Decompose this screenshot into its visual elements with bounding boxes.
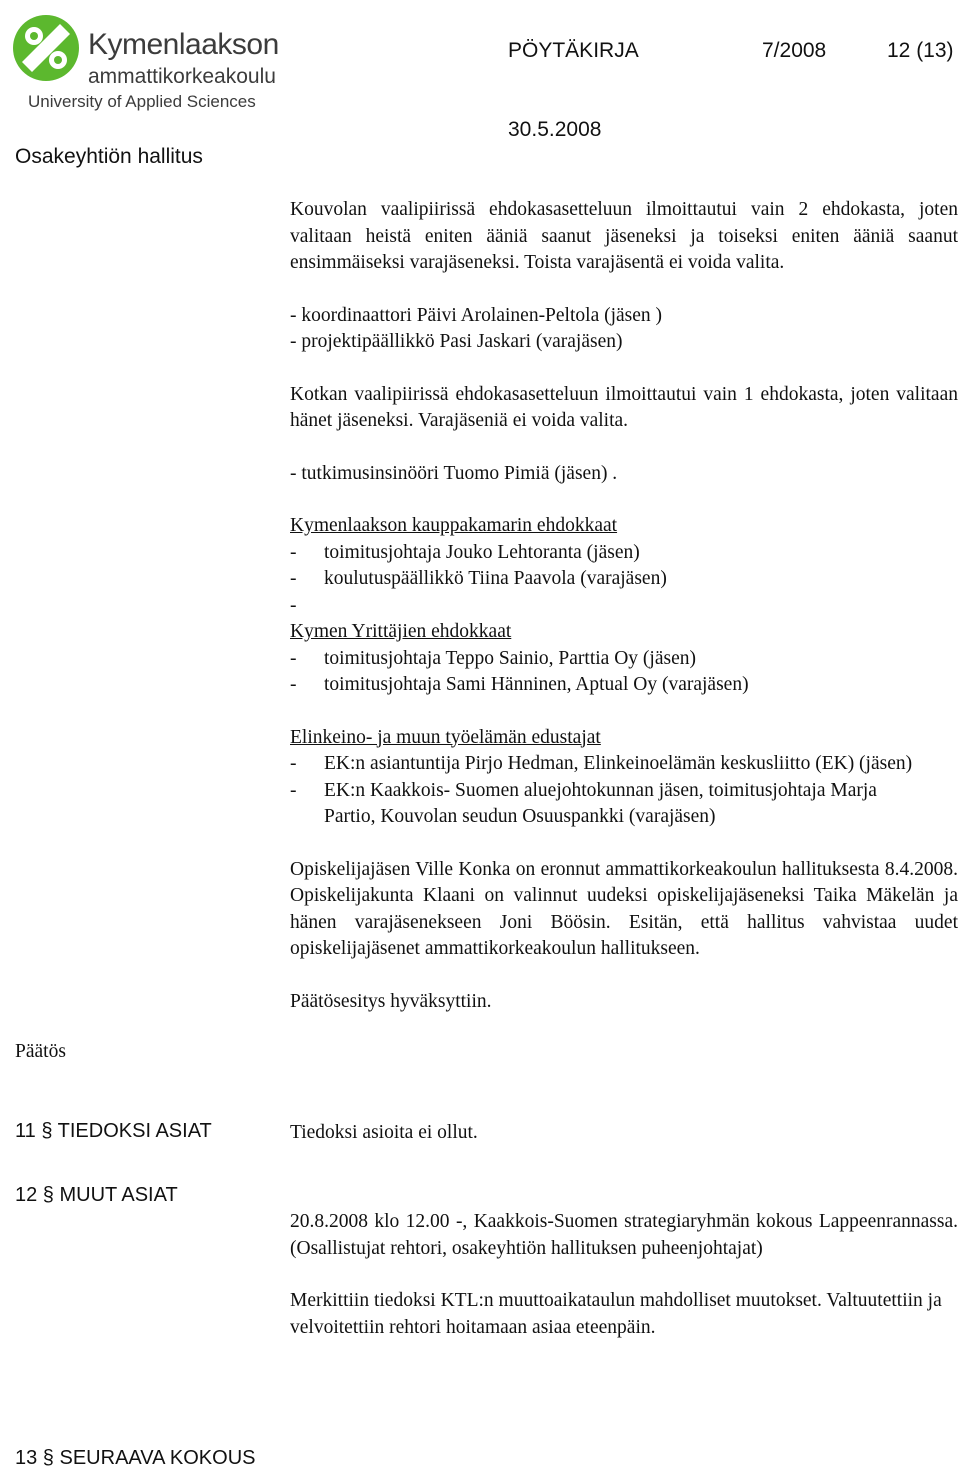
- list-item: - toimitusjohtaja Teppo Sainio, Parttia Oy (jäsen): [290, 647, 696, 669]
- kyamk-logo-icon: [10, 12, 82, 84]
- student-member-paragraph: Opiskelijajäsen Ville Konka on eronnut ammattikorkeakoulun hallituksesta 8.4.2008. Opiskelijakunta Klaani on valinnut uudeksi opiskelijajäseneksi Taika Mäkelän ja hänen varajäsenekseen Joni Böösin. Esitän, että hallitus vahvistaa uudet opiskelijajäsenet ammattikorkeakoulun hallitukseen.: [290, 858, 958, 959]
- organization-name: Osakeyhtiön hallitus: [15, 145, 203, 168]
- section-11-text: Tiedoksi asioita ei ollut.: [290, 1122, 478, 1143]
- list-item: - toimitusjohtaja Sami Hänninen, Aptual Oy (varajäsen): [290, 674, 749, 695]
- empty-dash: -: [290, 594, 297, 616]
- elinkeino-heading: Elinkeino- ja muun työelämän edustajat: [290, 726, 601, 748]
- list-item: - EK:n asiantuntija Pirjo Hedman, Elinkeinoelämän keskusliitto (EK) (jäsen): [290, 753, 913, 774]
- kyamk-logo: [10, 12, 285, 112]
- kouvola-candidate-2: - projektipäällikkö Pasi Jaskari (varajäsen): [290, 331, 623, 352]
- logo-text-line3: University of Applied Sciences: [28, 92, 256, 111]
- section-11-heading: 11 § TIEDOKSI ASIAT: [15, 1120, 212, 1142]
- doc-number: 7/2008: [762, 39, 827, 62]
- decision-text: Päätösesitys hyväksyttiin.: [290, 990, 492, 1012]
- decision-label: Päätös: [15, 1041, 66, 1062]
- section-13-heading: 13 § SEURAAVA KOKOUS: [15, 1447, 256, 1469]
- section-12-paragraph-2: Merkittiin tiedoksi KTL:n muuttoaikataulun mahdolliset muutokset. Valtuutettiin ja velvoitettiin rehtori hoitamaan asiaa eteenpäin.: [290, 1290, 942, 1338]
- page-number: 12 (13): [887, 39, 954, 62]
- yrittajat-heading: Kymen Yrittäjien ehdokkaat: [290, 621, 512, 642]
- section-12-heading: 12 § MUUT ASIAT: [15, 1184, 178, 1206]
- logo-text-line1: Kymenlaakson: [88, 28, 279, 61]
- logo-text-line2: ammattikorkeakoulu: [88, 65, 276, 88]
- doc-type: PÖYTÄKIRJA: [508, 39, 639, 62]
- list-item: - koulutuspäällikkö Tiina Paavola (varajäsen): [290, 568, 667, 589]
- kouvola-paragraph: Kouvolan vaalipiirissä ehdokasasetteluun ilmoittautui vain 2 ehdokasta, joten valitaan heistä eniten ääniä saanut jäseneksi ja toiseksi eniten ääniä saanut ensimmäiseksi varajäseneksi. Toista varajäsentä ei voida valita.: [290, 199, 958, 273]
- list-item: - toimitusjohtaja Jouko Lehtoranta (jäsen): [290, 541, 640, 563]
- kotka-paragraph: Kotkan vaalipiirissä ehdokasasetteluun ilmoittautui vain 1 ehdokasta, joten valitaan hänet jäseneksi. Varajäseniä ei voida valita.: [290, 383, 958, 431]
- kauppakamari-heading: Kymenlaakson kauppakamarin ehdokkaat: [290, 515, 618, 536]
- list-item: - EK:n Kaakkois- Suomen aluejohtokunnan jäsen, toimitusjohtaja Marja Partio, Kouvolan seudun Osuuspankki (varajäsen): [290, 779, 877, 827]
- kouvola-candidate-1: - koordinaattori Päivi Arolainen-Peltola (jäsen ): [290, 304, 663, 326]
- kotka-candidate: - tutkimusinsinööri Tuomo Pimiä (jäsen) .: [290, 462, 618, 484]
- body-content: [290, 197, 958, 1015]
- doc-date: 30.5.2008: [508, 118, 602, 141]
- section-12-paragraph-1: 20.8.2008 klo 12.00 -, Kaakkois-Suomen strategiaryhmän kokous Lappeenrannassa. (Osallistujat rehtori, osakeyhtiön hallituksen puheenjohtajat): [290, 1211, 958, 1259]
- section-12-text: [290, 1209, 958, 1341]
